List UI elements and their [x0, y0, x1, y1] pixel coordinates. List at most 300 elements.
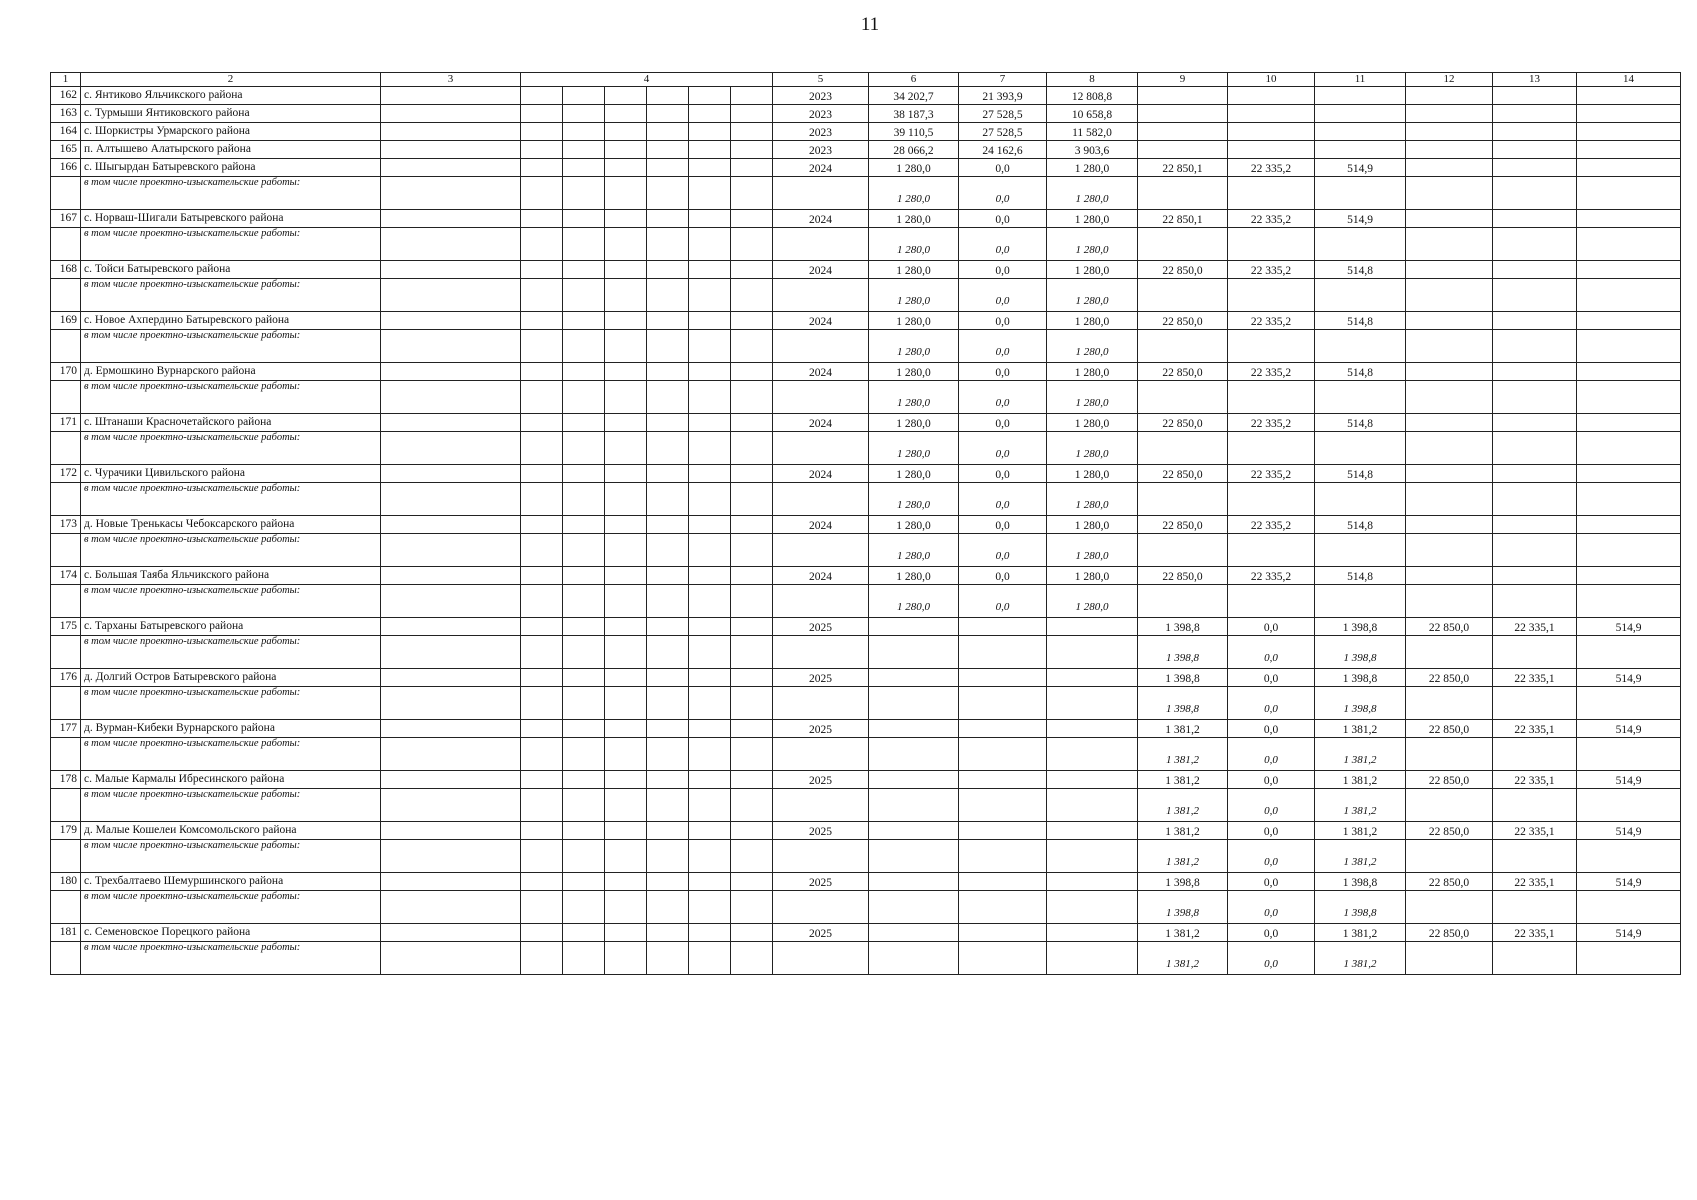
table-subrow: [51, 432, 1681, 465]
table-subrow: [51, 330, 1681, 363]
value-cell: 22 850,0: [1406, 924, 1493, 942]
row-number: 162: [51, 87, 81, 105]
column-4-cell: [521, 177, 773, 210]
table-row: [51, 105, 1681, 123]
value-cell: 38 187,3: [869, 105, 959, 123]
column-4-cell: [521, 228, 773, 261]
value-cell: [1406, 363, 1493, 381]
value-cell: [959, 687, 1047, 720]
value-cell: [1138, 105, 1228, 123]
value-cell: [1138, 87, 1228, 105]
value-cell: [959, 618, 1047, 636]
value-cell: [959, 840, 1047, 873]
value-cell: [1493, 585, 1577, 618]
value-cell: 22 850,0: [1138, 414, 1228, 432]
settlement-name: с. Янтиково Яльчикского района: [81, 87, 381, 105]
year-cell: [773, 483, 869, 516]
year-cell: 2025: [773, 669, 869, 687]
value-cell: [1228, 105, 1315, 123]
value-cell: [1577, 585, 1681, 618]
value-cell: 1 381,2: [1315, 789, 1406, 822]
value-cell: [959, 942, 1047, 975]
design-works-note: в том числе проектно-изыскательские работы:: [81, 432, 381, 465]
value-cell: 514,9: [1577, 669, 1681, 687]
value-cell: [1138, 123, 1228, 141]
value-cell: [1406, 228, 1493, 261]
value-cell: 0,0: [1228, 618, 1315, 636]
year-cell: 2024: [773, 465, 869, 483]
table-row: [51, 924, 1681, 942]
table-row: [51, 261, 1681, 279]
column-header: 6: [869, 73, 959, 87]
table-row: [51, 618, 1681, 636]
year-cell: [773, 228, 869, 261]
row-number: [51, 330, 81, 363]
value-cell: 0,0: [959, 465, 1047, 483]
year-cell: 2024: [773, 210, 869, 228]
row-number: 167: [51, 210, 81, 228]
table-row: [51, 210, 1681, 228]
settlement-name: с. Семеновское Порецкого района: [81, 924, 381, 942]
value-cell: [959, 924, 1047, 942]
value-cell: 22 335,1: [1493, 924, 1577, 942]
value-cell: 22 850,0: [1406, 720, 1493, 738]
column-3-cell: [381, 942, 521, 975]
year-cell: [773, 738, 869, 771]
column-3-cell: [381, 123, 521, 141]
value-cell: [1493, 105, 1577, 123]
data-table: [50, 72, 1681, 975]
value-cell: [1228, 123, 1315, 141]
value-cell: 22 850,0: [1138, 363, 1228, 381]
settlement-name: с. Малые Кармалы Ибресинского района: [81, 771, 381, 789]
value-cell: [1577, 381, 1681, 414]
value-cell: [1493, 363, 1577, 381]
value-cell: 1 381,2: [1138, 942, 1228, 975]
table-row: [51, 159, 1681, 177]
value-cell: [1315, 279, 1406, 312]
design-works-note: в том числе проектно-изыскательские работы:: [81, 687, 381, 720]
row-number: 171: [51, 414, 81, 432]
value-cell: 1 280,0: [1047, 312, 1138, 330]
value-cell: [1228, 141, 1315, 159]
value-cell: 1 398,8: [1138, 636, 1228, 669]
value-cell: 0,0: [959, 483, 1047, 516]
column-3-cell: [381, 771, 521, 789]
value-cell: 1 381,2: [1138, 771, 1228, 789]
value-cell: 22 850,0: [1138, 516, 1228, 534]
page-number: 11: [860, 14, 880, 35]
column-3-cell: [381, 789, 521, 822]
design-works-note: в том числе проектно-изыскательские работы:: [81, 330, 381, 363]
value-cell: [869, 789, 959, 822]
value-cell: [1493, 414, 1577, 432]
value-cell: 1 280,0: [1047, 177, 1138, 210]
value-cell: [1406, 330, 1493, 363]
value-cell: 1 280,0: [869, 210, 959, 228]
value-cell: [1577, 840, 1681, 873]
column-3-cell: [381, 534, 521, 567]
value-cell: [1493, 789, 1577, 822]
value-cell: 22 335,2: [1228, 414, 1315, 432]
value-cell: 514,9: [1577, 873, 1681, 891]
row-number: 172: [51, 465, 81, 483]
year-cell: [773, 177, 869, 210]
value-cell: [1228, 432, 1315, 465]
value-cell: [1493, 465, 1577, 483]
design-works-note: в том числе проектно-изыскательские работы:: [81, 534, 381, 567]
row-number: [51, 432, 81, 465]
value-cell: 0,0: [1228, 687, 1315, 720]
value-cell: [1315, 585, 1406, 618]
value-cell: 22 850,0: [1406, 822, 1493, 840]
value-cell: [1493, 942, 1577, 975]
value-cell: [959, 891, 1047, 924]
value-cell: [1047, 891, 1138, 924]
value-cell: 1 398,8: [1138, 618, 1228, 636]
value-cell: 22 850,0: [1406, 771, 1493, 789]
year-cell: 2025: [773, 822, 869, 840]
value-cell: [1406, 567, 1493, 585]
column-3-cell: [381, 840, 521, 873]
column-3-cell: [381, 483, 521, 516]
value-cell: [1577, 105, 1681, 123]
year-cell: 2025: [773, 924, 869, 942]
value-cell: 1 280,0: [869, 534, 959, 567]
value-cell: 22 850,1: [1138, 159, 1228, 177]
year-cell: [773, 942, 869, 975]
table-subrow: [51, 738, 1681, 771]
column-4-cell: [521, 687, 773, 720]
column-4-cell: [521, 159, 773, 177]
design-works-note: в том числе проектно-изыскательские работы:: [81, 279, 381, 312]
row-number: [51, 585, 81, 618]
value-cell: [1577, 891, 1681, 924]
column-4-cell: [521, 432, 773, 465]
value-cell: [1493, 87, 1577, 105]
year-cell: [773, 585, 869, 618]
value-cell: 1 381,2: [1315, 924, 1406, 942]
value-cell: [1577, 228, 1681, 261]
value-cell: 0,0: [1228, 942, 1315, 975]
value-cell: [1577, 465, 1681, 483]
value-cell: [1577, 432, 1681, 465]
column-4-cell: [521, 123, 773, 141]
year-cell: [773, 636, 869, 669]
value-cell: [1138, 228, 1228, 261]
value-cell: [1138, 585, 1228, 618]
value-cell: 0,0: [959, 585, 1047, 618]
value-cell: [1315, 483, 1406, 516]
value-cell: [1315, 123, 1406, 141]
column-4-cell: [521, 738, 773, 771]
value-cell: [1315, 534, 1406, 567]
column-3-cell: [381, 738, 521, 771]
value-cell: 514,9: [1577, 618, 1681, 636]
value-cell: 27 528,5: [959, 105, 1047, 123]
column-4-cell: [521, 924, 773, 942]
settlement-name: с. Тарханы Батыревского района: [81, 618, 381, 636]
value-cell: 0,0: [1228, 840, 1315, 873]
value-cell: [1228, 177, 1315, 210]
value-cell: 22 335,1: [1493, 669, 1577, 687]
column-3-cell: [381, 210, 521, 228]
table-subrow: [51, 840, 1681, 873]
value-cell: [1406, 123, 1493, 141]
settlement-name: д. Долгий Остров Батыревского района: [81, 669, 381, 687]
settlement-name: с. Новое Ахпердино Батыревского района: [81, 312, 381, 330]
column-3-cell: [381, 381, 521, 414]
row-number: [51, 228, 81, 261]
value-cell: [1406, 687, 1493, 720]
column-4-cell: [521, 891, 773, 924]
value-cell: [1577, 567, 1681, 585]
column-4-cell: [521, 567, 773, 585]
column-header: 4: [521, 73, 773, 87]
table-subrow: [51, 789, 1681, 822]
value-cell: 22 335,2: [1228, 465, 1315, 483]
value-cell: [1315, 177, 1406, 210]
table-row: [51, 516, 1681, 534]
value-cell: 1 280,0: [869, 159, 959, 177]
year-cell: 2023: [773, 87, 869, 105]
table-row: [51, 669, 1681, 687]
value-cell: 0,0: [959, 330, 1047, 363]
value-cell: 22 335,2: [1228, 516, 1315, 534]
column-3-cell: [381, 687, 521, 720]
settlement-name: с. Шыгырдан Батыревского района: [81, 159, 381, 177]
value-cell: [1315, 87, 1406, 105]
year-cell: 2025: [773, 720, 869, 738]
settlement-name: с. Турмыши Янтиковского района: [81, 105, 381, 123]
value-cell: [1493, 534, 1577, 567]
value-cell: 1 398,8: [1315, 618, 1406, 636]
value-cell: 11 582,0: [1047, 123, 1138, 141]
value-cell: [1577, 312, 1681, 330]
value-cell: [869, 771, 959, 789]
column-4-cell: [521, 330, 773, 363]
column-4-cell: [521, 105, 773, 123]
value-cell: 1 280,0: [869, 279, 959, 312]
design-works-note: в том числе проектно-изыскательские работы:: [81, 381, 381, 414]
year-cell: 2023: [773, 123, 869, 141]
value-cell: [1315, 105, 1406, 123]
row-number: 174: [51, 567, 81, 585]
value-cell: [1577, 636, 1681, 669]
table-subrow: [51, 585, 1681, 618]
value-cell: 22 335,1: [1493, 822, 1577, 840]
table-subrow: [51, 228, 1681, 261]
value-cell: 1 280,0: [1047, 279, 1138, 312]
value-cell: 1 381,2: [1138, 840, 1228, 873]
value-cell: 1 398,8: [1138, 891, 1228, 924]
value-cell: 1 398,8: [1138, 669, 1228, 687]
row-number: [51, 534, 81, 567]
column-3-cell: [381, 87, 521, 105]
value-cell: 12 808,8: [1047, 87, 1138, 105]
value-cell: [959, 738, 1047, 771]
value-cell: [1493, 738, 1577, 771]
column-3-cell: [381, 669, 521, 687]
value-cell: [869, 738, 959, 771]
value-cell: 1 398,8: [1315, 687, 1406, 720]
value-cell: 0,0: [959, 534, 1047, 567]
value-cell: 514,8: [1315, 414, 1406, 432]
value-cell: [1577, 738, 1681, 771]
value-cell: [1406, 312, 1493, 330]
value-cell: [1406, 516, 1493, 534]
value-cell: [1406, 279, 1493, 312]
table-row: [51, 87, 1681, 105]
value-cell: [1406, 210, 1493, 228]
settlement-name: с. Большая Таяба Яльчикского района: [81, 567, 381, 585]
column-header: 11: [1315, 73, 1406, 87]
value-cell: 1 280,0: [869, 465, 959, 483]
value-cell: 1 280,0: [869, 483, 959, 516]
value-cell: 34 202,7: [869, 87, 959, 105]
column-3-cell: [381, 261, 521, 279]
design-works-note: в том числе проектно-изыскательские работы:: [81, 228, 381, 261]
table-subrow: [51, 279, 1681, 312]
year-cell: [773, 381, 869, 414]
value-cell: [959, 822, 1047, 840]
row-number: 176: [51, 669, 81, 687]
table-row: [51, 123, 1681, 141]
value-cell: [869, 942, 959, 975]
value-cell: 0,0: [1228, 636, 1315, 669]
value-cell: 514,8: [1315, 465, 1406, 483]
value-cell: 0,0: [1228, 924, 1315, 942]
value-cell: [1577, 261, 1681, 279]
value-cell: 0,0: [959, 363, 1047, 381]
value-cell: [959, 873, 1047, 891]
column-header: 8: [1047, 73, 1138, 87]
value-cell: [869, 720, 959, 738]
value-cell: 1 398,8: [1315, 891, 1406, 924]
value-cell: [1406, 840, 1493, 873]
value-cell: 1 280,0: [1047, 465, 1138, 483]
value-cell: 1 280,0: [869, 516, 959, 534]
value-cell: [1406, 414, 1493, 432]
table-row: [51, 414, 1681, 432]
value-cell: [1493, 141, 1577, 159]
column-4-cell: [521, 363, 773, 381]
column-4-cell: [521, 771, 773, 789]
settlement-name: с. Чурачики Цивильского района: [81, 465, 381, 483]
row-number: 168: [51, 261, 81, 279]
value-cell: 0,0: [959, 381, 1047, 414]
value-cell: [1577, 414, 1681, 432]
column-header: 9: [1138, 73, 1228, 87]
row-number: 165: [51, 141, 81, 159]
column-4-cell: [521, 873, 773, 891]
value-cell: [869, 687, 959, 720]
settlement-name: д. Ермошкино Вурнарского района: [81, 363, 381, 381]
table-subrow: [51, 177, 1681, 210]
value-cell: [1315, 330, 1406, 363]
table-subrow: [51, 381, 1681, 414]
value-cell: [1228, 228, 1315, 261]
value-cell: 0,0: [959, 261, 1047, 279]
value-cell: 1 280,0: [869, 567, 959, 585]
column-4-cell: [521, 534, 773, 567]
value-cell: [869, 873, 959, 891]
design-works-note: в том числе проектно-изыскательские работы:: [81, 177, 381, 210]
value-cell: [1047, 771, 1138, 789]
value-cell: [1047, 669, 1138, 687]
value-cell: 1 381,2: [1315, 771, 1406, 789]
value-cell: 1 280,0: [1047, 210, 1138, 228]
column-3-cell: [381, 159, 521, 177]
value-cell: 514,9: [1577, 720, 1681, 738]
table-row: [51, 363, 1681, 381]
value-cell: [1406, 891, 1493, 924]
value-cell: 1 280,0: [1047, 432, 1138, 465]
row-number: [51, 738, 81, 771]
table-subrow: [51, 534, 1681, 567]
column-3-cell: [381, 567, 521, 585]
row-number: 164: [51, 123, 81, 141]
value-cell: 0,0: [959, 210, 1047, 228]
value-cell: 1 280,0: [1047, 483, 1138, 516]
value-cell: 1 280,0: [869, 330, 959, 363]
value-cell: 1 398,8: [1315, 873, 1406, 891]
value-cell: [1138, 141, 1228, 159]
value-cell: 21 393,9: [959, 87, 1047, 105]
year-cell: 2025: [773, 618, 869, 636]
table-row: [51, 312, 1681, 330]
value-cell: [1577, 516, 1681, 534]
year-cell: 2023: [773, 105, 869, 123]
table-row: [51, 873, 1681, 891]
value-cell: 28 066,2: [869, 141, 959, 159]
value-cell: [1228, 330, 1315, 363]
year-cell: 2024: [773, 516, 869, 534]
row-number: 175: [51, 618, 81, 636]
value-cell: 1 280,0: [1047, 363, 1138, 381]
value-cell: 0,0: [959, 414, 1047, 432]
value-cell: 1 280,0: [1047, 414, 1138, 432]
row-number: [51, 279, 81, 312]
value-cell: 22 335,1: [1493, 720, 1577, 738]
column-header: 13: [1493, 73, 1577, 87]
table-subrow: [51, 483, 1681, 516]
row-number: 181: [51, 924, 81, 942]
design-works-note: в том числе проектно-изыскательские работы:: [81, 738, 381, 771]
value-cell: [1577, 87, 1681, 105]
column-3-cell: [381, 228, 521, 261]
value-cell: 1 280,0: [869, 177, 959, 210]
value-cell: [869, 891, 959, 924]
value-cell: [1493, 483, 1577, 516]
value-cell: [1577, 942, 1681, 975]
value-cell: [869, 822, 959, 840]
value-cell: 1 280,0: [1047, 159, 1138, 177]
value-cell: 1 280,0: [1047, 261, 1138, 279]
year-cell: [773, 330, 869, 363]
table-subrow: [51, 636, 1681, 669]
value-cell: 1 381,2: [1138, 738, 1228, 771]
column-3-cell: [381, 585, 521, 618]
value-cell: [1493, 312, 1577, 330]
value-cell: [869, 618, 959, 636]
value-cell: [1577, 483, 1681, 516]
column-4-cell: [521, 312, 773, 330]
row-number: 173: [51, 516, 81, 534]
value-cell: [1577, 363, 1681, 381]
value-cell: 1 280,0: [869, 261, 959, 279]
value-cell: 514,9: [1315, 159, 1406, 177]
